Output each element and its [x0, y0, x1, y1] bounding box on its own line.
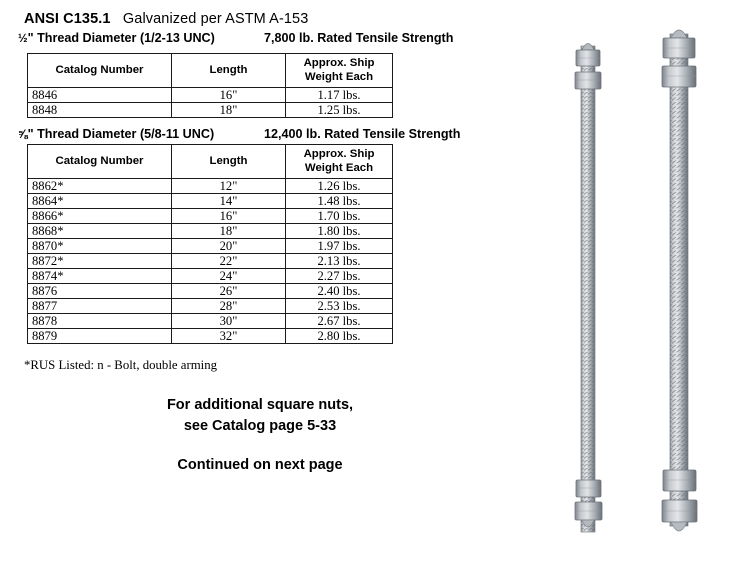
- tensile-strength-five-eighths: 12,400 lb. Rated Tensile Strength: [264, 127, 461, 141]
- cell-length: 32": [172, 329, 286, 344]
- column-header-catalog-number: Catalog Number: [28, 54, 172, 88]
- ship-weight-line1: Approx. Ship: [303, 57, 375, 70]
- double-arming-bolt-long-image: [654, 12, 704, 564]
- column-header-length: Length: [172, 54, 286, 88]
- threaded-rod-long-graphic: [654, 12, 704, 564]
- cell-ship-weight: 1.25 lbs.: [286, 103, 393, 118]
- cell-catalog-number: 8862*: [28, 179, 172, 194]
- table-row: [28, 239, 393, 254]
- table-row: [28, 179, 393, 194]
- ship-weight-line1: Approx. Ship: [303, 148, 375, 161]
- table-row: [28, 209, 393, 224]
- table-row: [28, 194, 393, 209]
- cell-length: 18": [172, 103, 286, 118]
- section-header-half-inch: [18, 31, 496, 45]
- standard-header: [24, 11, 308, 27]
- table-row: [28, 314, 393, 329]
- table-row: [28, 329, 393, 344]
- cell-ship-weight: 2.80 lbs.: [286, 329, 393, 344]
- table-row: [28, 103, 393, 118]
- table-row: [28, 284, 393, 299]
- cell-length: 24": [172, 269, 286, 284]
- column-header-catalog-number: Catalog Number: [28, 145, 172, 179]
- cell-length: 30": [172, 314, 286, 329]
- square-nuts-note-line1: For additional square nuts,: [166, 397, 354, 413]
- square-nuts-note: [60, 395, 460, 438]
- cell-ship-weight: 2.40 lbs.: [286, 284, 393, 299]
- cell-ship-weight: 1.97 lbs.: [286, 239, 393, 254]
- spec-table-five-eighths: [27, 144, 393, 344]
- cell-length: 18": [172, 224, 286, 239]
- cell-length: 28": [172, 299, 286, 314]
- cell-ship-weight: 2.27 lbs.: [286, 269, 393, 284]
- cell-catalog-number: 8868*: [28, 224, 172, 239]
- cell-length: 12": [172, 179, 286, 194]
- rus-footnote: *RUS Listed: n - Bolt, double arming: [24, 358, 218, 372]
- thread-label-five-eighths: " Thread Diameter (5/8-11 UNC): [27, 127, 215, 141]
- standard-code: ANSI C135.1: [24, 11, 111, 27]
- cell-length: 14": [172, 194, 286, 209]
- tensile-strength-half: 7,800 lb. Rated Tensile Strength: [264, 31, 454, 45]
- ship-weight-line2: Weight Each: [304, 161, 374, 174]
- cell-ship-weight: 1.70 lbs.: [286, 209, 393, 224]
- cell-length: 20": [172, 239, 286, 254]
- ship-weight-line2: Weight Each: [304, 70, 374, 83]
- cell-catalog-number: 8879: [28, 329, 172, 344]
- cell-ship-weight: 1.17 lbs.: [286, 88, 393, 103]
- thread-label-half: " Thread Diameter (1/2-13 UNC): [27, 31, 215, 45]
- table-header-row: [28, 145, 393, 179]
- cell-catalog-number: 8878: [28, 314, 172, 329]
- cell-ship-weight: 2.53 lbs.: [286, 299, 393, 314]
- section-header-five-eighths: [18, 127, 496, 141]
- finish-spec: Galvanized per ASTM A-153: [122, 11, 309, 27]
- continued-note: Continued on next page: [177, 457, 343, 473]
- cell-length: 16": [172, 88, 286, 103]
- cell-catalog-number: 8866*: [28, 209, 172, 224]
- threaded-rod-short-graphic: [568, 28, 608, 548]
- cell-catalog-number: 8848: [28, 103, 172, 118]
- cell-ship-weight: 1.80 lbs.: [286, 224, 393, 239]
- square-nuts-note-line2: see Catalog page 5-33: [183, 418, 337, 435]
- cell-catalog-number: 8870*: [28, 239, 172, 254]
- cell-length: 16": [172, 209, 286, 224]
- cell-length: 22": [172, 254, 286, 269]
- column-header-ship-weight: [286, 145, 393, 179]
- thread-fraction-half: ½: [18, 32, 28, 45]
- column-header-ship-weight: [286, 54, 393, 88]
- cell-catalog-number: 8864*: [28, 194, 172, 209]
- cell-catalog-number: 8846: [28, 88, 172, 103]
- table-row: [28, 299, 393, 314]
- cell-catalog-number: 8877: [28, 299, 172, 314]
- cell-catalog-number: 8874*: [28, 269, 172, 284]
- column-header-length: Length: [172, 145, 286, 179]
- table-row: [28, 254, 393, 269]
- table-header-row: [28, 54, 393, 88]
- cell-catalog-number: 8872*: [28, 254, 172, 269]
- cell-ship-weight: 1.26 lbs.: [286, 179, 393, 194]
- table-row: [28, 269, 393, 284]
- product-illustration: [520, 0, 734, 575]
- spec-table-half-inch: [27, 53, 393, 118]
- cell-catalog-number: 8876: [28, 284, 172, 299]
- cell-ship-weight: 1.48 lbs.: [286, 194, 393, 209]
- cell-length: 26": [172, 284, 286, 299]
- table-row: [28, 88, 393, 103]
- cell-ship-weight: 2.67 lbs.: [286, 314, 393, 329]
- double-arming-bolt-short-image: [568, 28, 608, 548]
- table-row: [28, 224, 393, 239]
- cell-ship-weight: 2.13 lbs.: [286, 254, 393, 269]
- thread-fraction-five-eighths: ⅝: [18, 128, 28, 141]
